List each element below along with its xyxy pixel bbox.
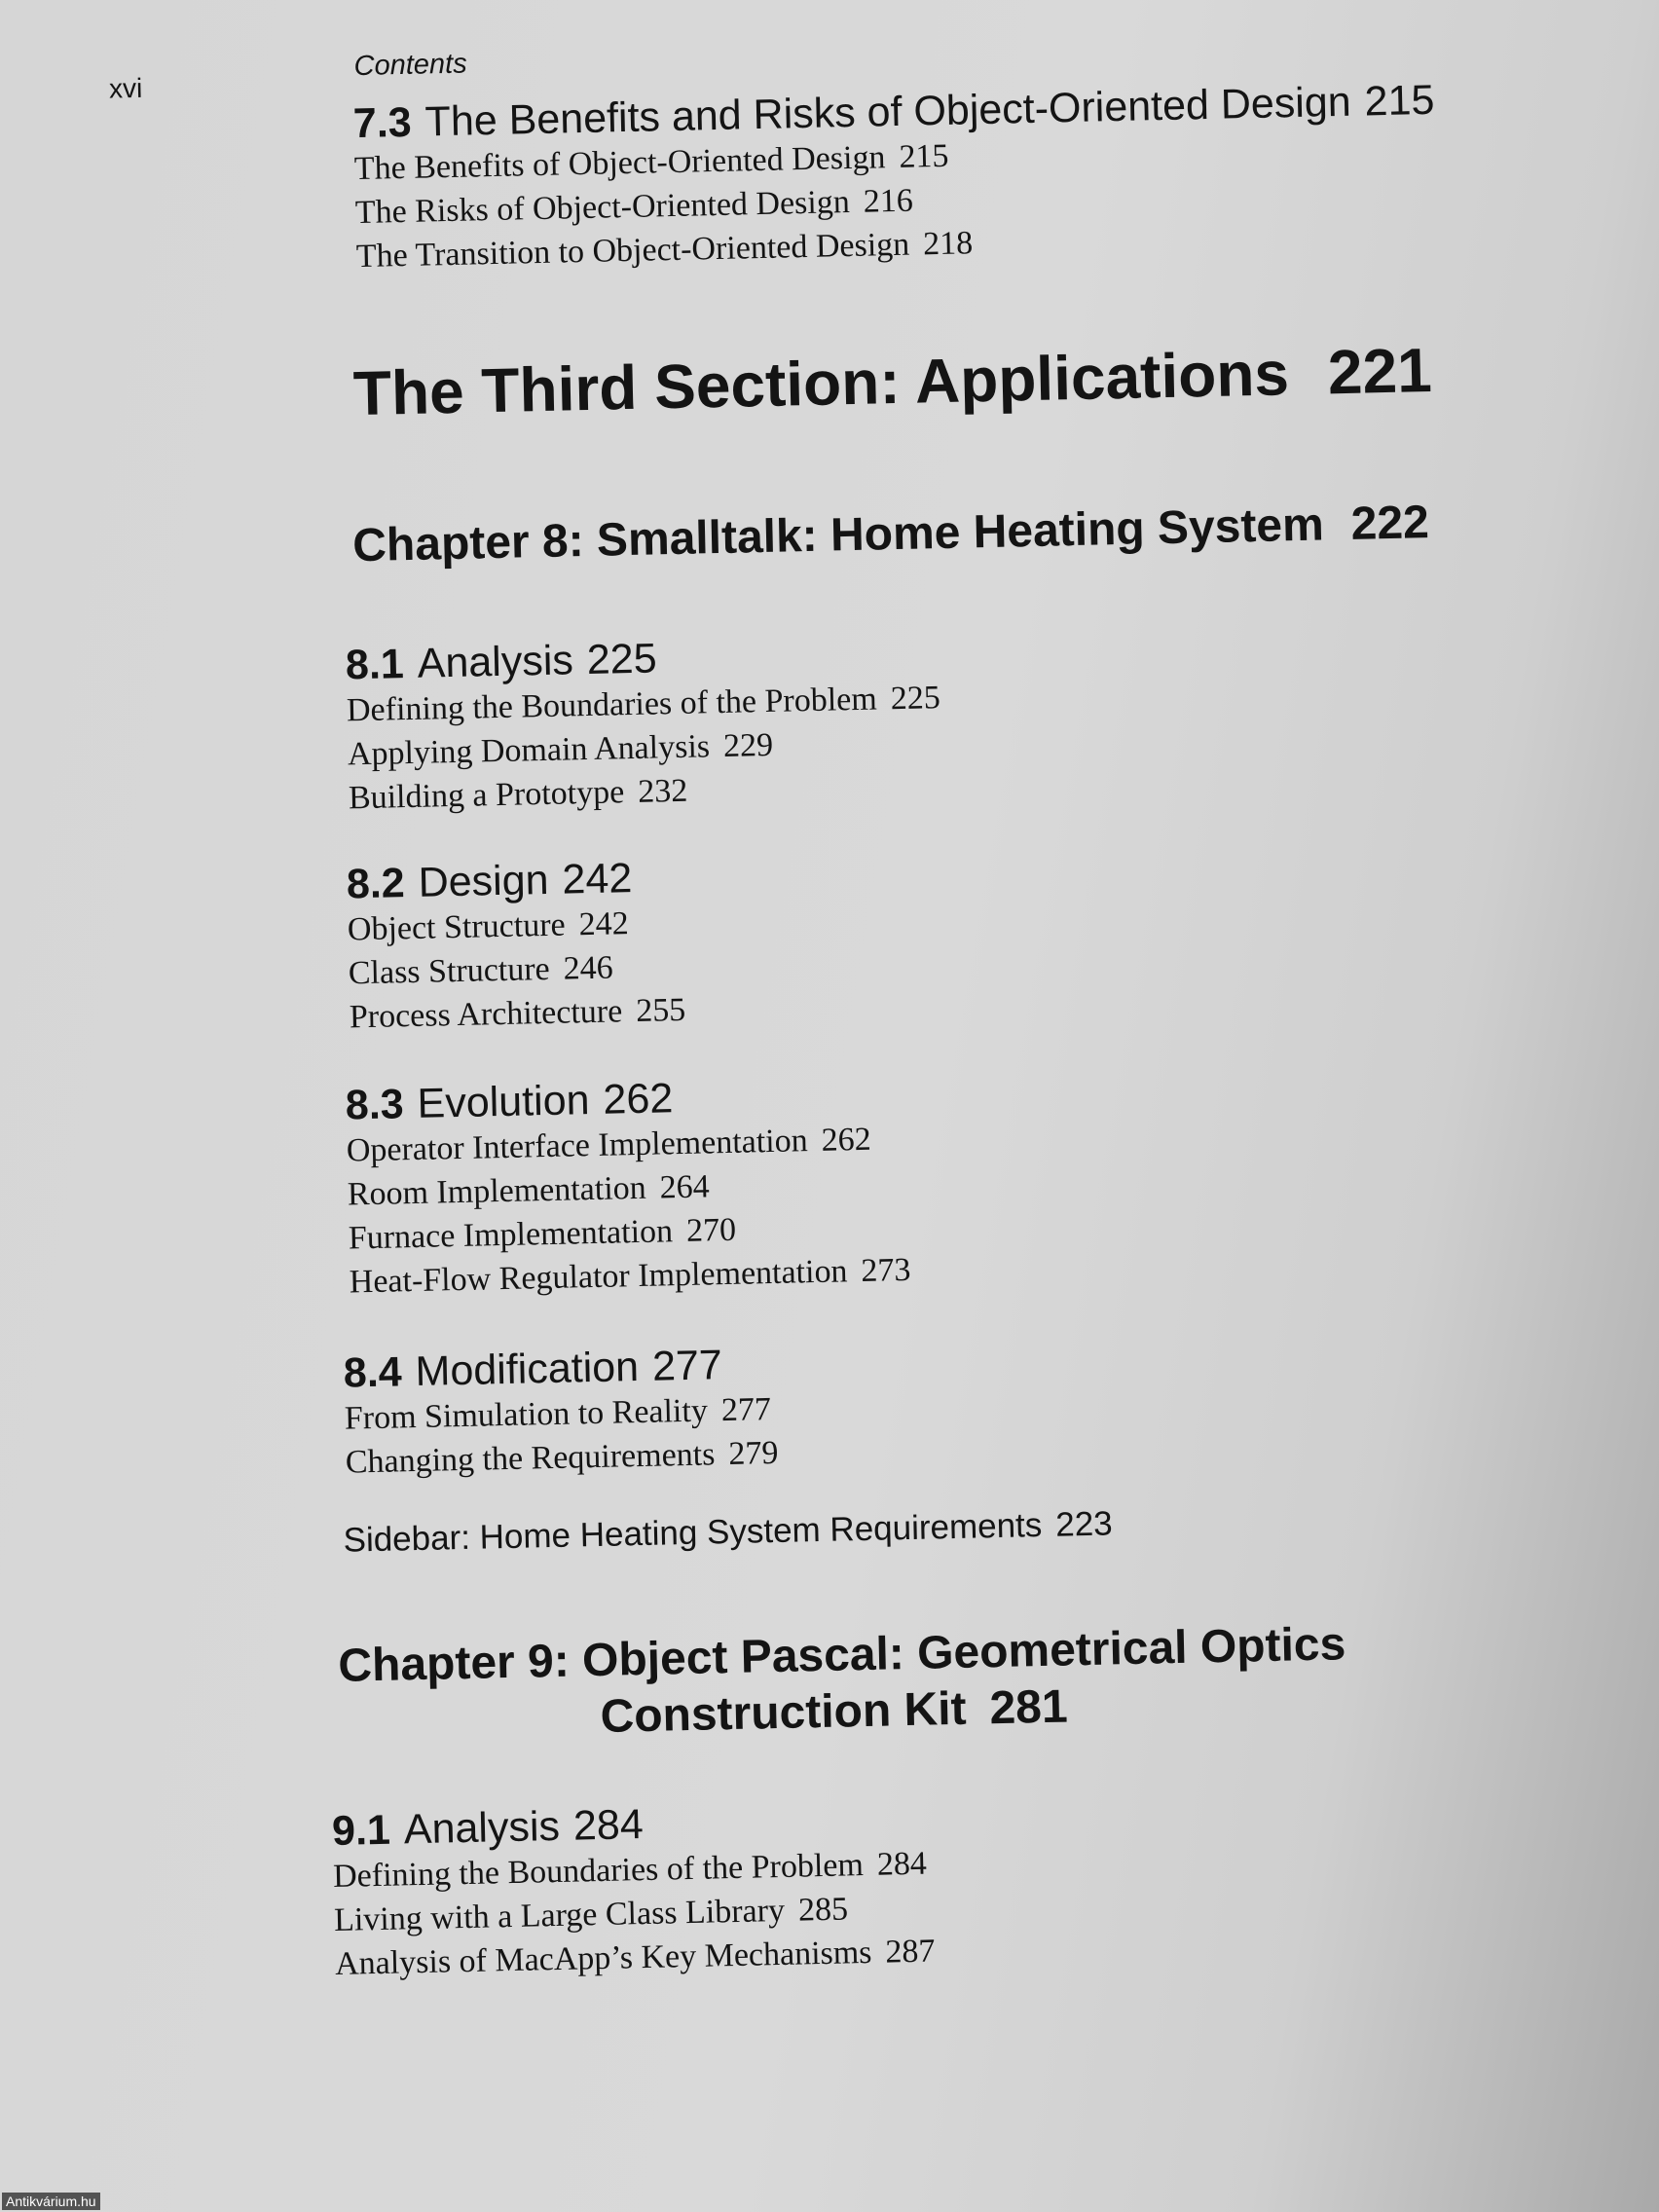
toc-section-8-4 <box>343 1323 1611 1485</box>
toc-entry: Analysis of MacApp’s Key Mechanisms 287 <box>334 1933 936 1983</box>
toc-entry: Room Implementation 264 <box>347 1168 711 1213</box>
toc-entry: Furnace Implementation 270 <box>348 1212 737 1257</box>
section-heading: 8.1 Analysis 225 <box>345 635 658 689</box>
section-heading: 8.2 Design 242 <box>346 855 633 908</box>
chapter-9-heading: Chapter 9: Object Pascal: Geometrical Optics Construction Kit 281 <box>337 1618 1346 1743</box>
toc-entry: Object Structure 242 <box>347 905 630 948</box>
section-heading: 8.3 Evolution 262 <box>345 1075 674 1129</box>
toc-section-8-1 <box>345 615 1614 821</box>
toc-entry: Process Architecture 255 <box>349 992 686 1036</box>
toc-sidebar-entry: Sidebar: Home Heating System Requirements 223 <box>343 1504 1114 1560</box>
watermark-label: Antikvárium.hu <box>2 2193 100 2210</box>
toc-entry: The Benefits of Object-Oriented Design 215 <box>353 138 949 188</box>
part-heading: The Third Section: Applications 221 <box>352 335 1433 429</box>
toc-entry: Operator Interface Implementation 262 <box>346 1122 872 1169</box>
toc-entry: Defining the Boundaries of the Problem 225 <box>346 680 941 729</box>
toc-entry: The Transition to Object-Oriented Design 218 <box>355 225 974 276</box>
running-head: Contents <box>353 48 467 83</box>
toc-section-8-3 <box>345 1055 1615 1305</box>
toc-entry: Class Structure 246 <box>348 949 614 992</box>
page-folio: xvi <box>108 72 143 104</box>
toc-entry: Changing the Requirements 279 <box>345 1435 779 1481</box>
toc-entry: Living with a Large Class Library 285 <box>333 1891 849 1939</box>
toc-entry: Defining the Boundaries of the Problem 284 <box>332 1845 928 1896</box>
toc-entry: Building a Prototype 232 <box>348 773 688 817</box>
chapter-8-heading: Chapter 8: Smalltalk: Home Heating System 222 <box>351 497 1430 572</box>
toc-section-8-2 <box>346 834 1615 1040</box>
section-heading: 9.1 Analysis 284 <box>331 1801 645 1856</box>
toc-section-9-1 <box>332 1782 1602 1987</box>
toc-entry: Heat-Flow Regulator Implementation 273 <box>349 1252 911 1301</box>
toc-entry: The Risks of Object-Oriented Design 216 <box>354 182 914 232</box>
toc-section-7-3 <box>352 74 1622 279</box>
toc-entry: From Simulation to Reality 277 <box>344 1391 772 1437</box>
section-heading: 7.3 The Benefits and Risks of Object-Oriented Design 215 <box>352 76 1435 148</box>
toc-entry: Applying Domain Analysis 229 <box>347 727 774 773</box>
section-heading: 8.4 Modification 277 <box>343 1342 723 1397</box>
